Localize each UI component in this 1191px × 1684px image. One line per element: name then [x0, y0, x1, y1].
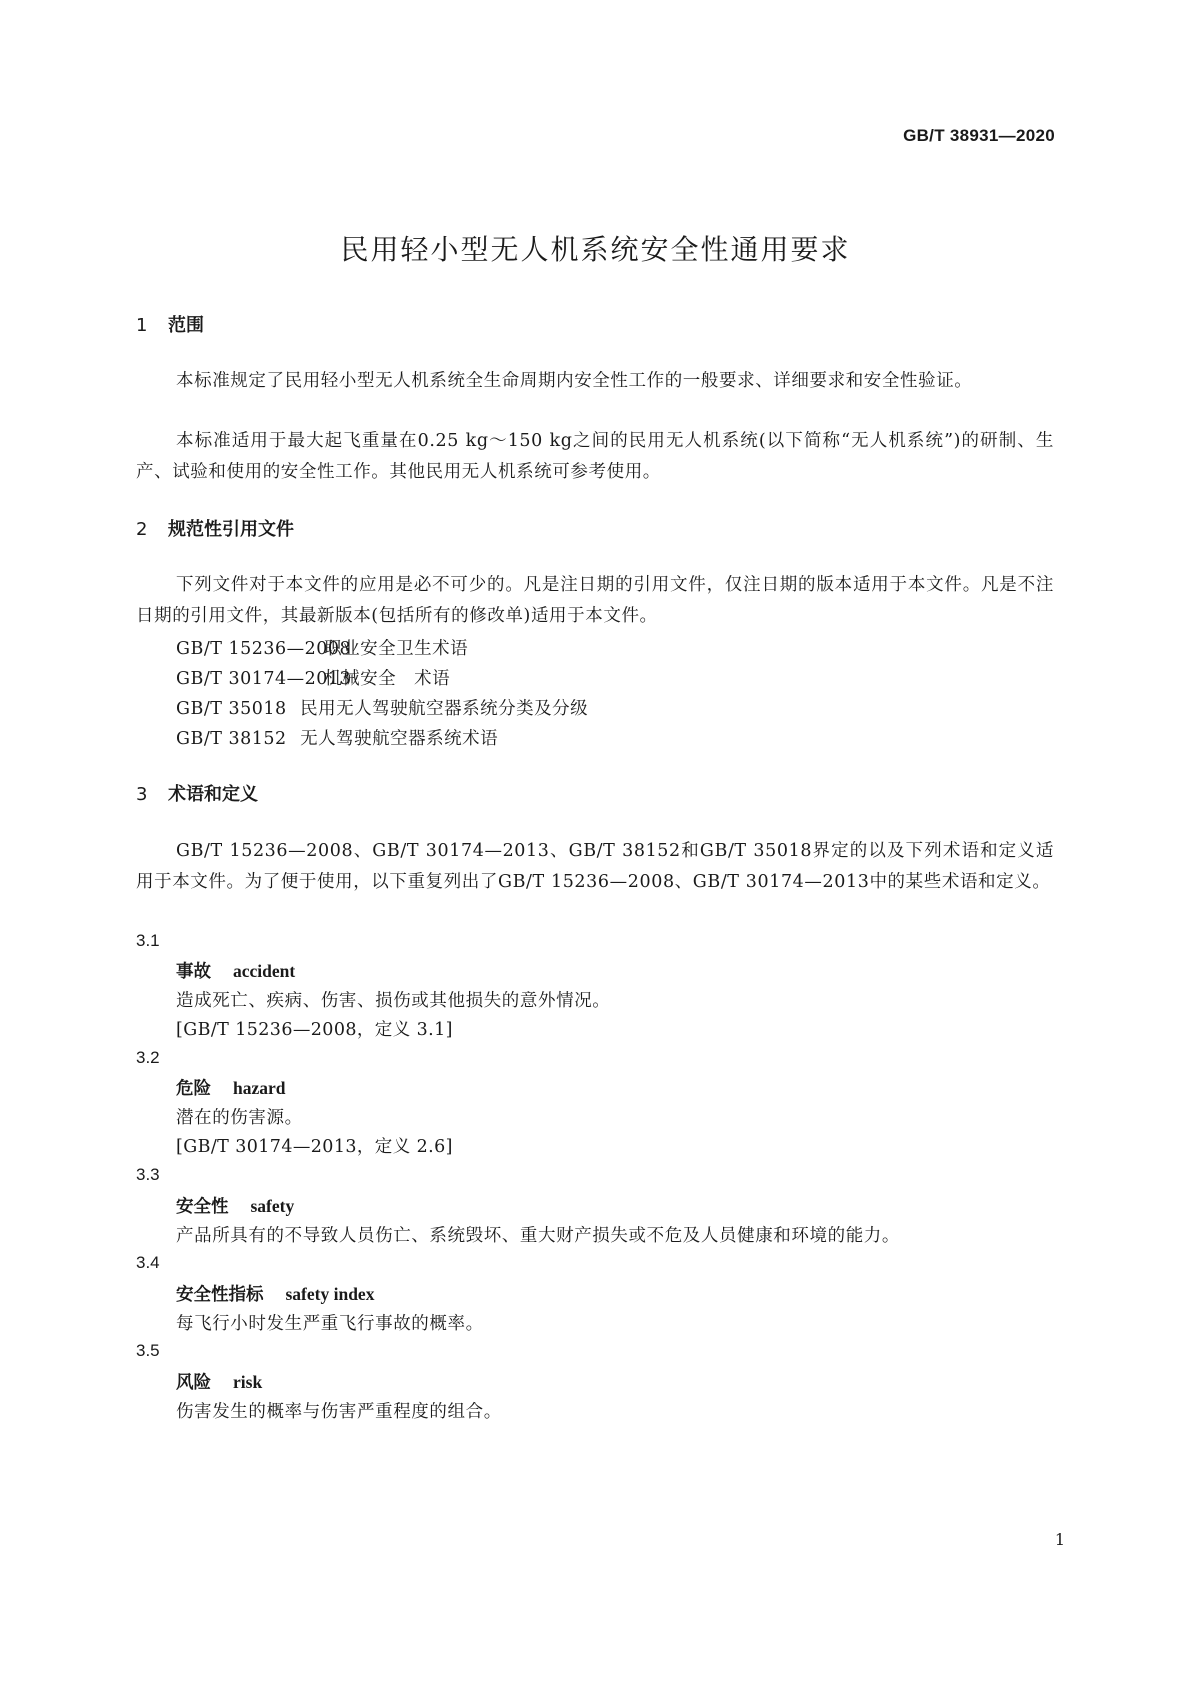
- section-number: 2: [136, 519, 148, 540]
- section-3-heading: [136, 780, 258, 806]
- term-name-en: safety index: [285, 1284, 375, 1304]
- reference-code: GB/T 38152: [176, 729, 287, 749]
- term-name-zh: 危险: [176, 1079, 211, 1099]
- term-name-en: accident: [233, 961, 296, 981]
- section-3-paragraph-1: GB/T 15236—2008、GB/T 30174—2013、GB/T 38152和GB/T 35018界定的以及下列术语和定义适用于本文件。为了便于使用，以下重复列出了GB/T 15236—2008、GB/T 30174—2013中的某些术语和定义。: [136, 841, 1054, 892]
- reference-title: 无人驾驶航空器系统术语: [300, 729, 499, 749]
- term-name-zh: 风险: [176, 1373, 211, 1393]
- reference-code: GB/T 35018: [176, 699, 287, 719]
- reference-title: 职业安全卫生术语: [324, 639, 469, 659]
- page-number: 1: [1054, 1530, 1065, 1549]
- section-title: 范围: [168, 315, 204, 336]
- term-definition: 造成死亡、疾病、伤害、损伤或其他损失的意外情况。: [176, 991, 611, 1011]
- term-source: [GB/T 30174—2013，定义 2.6]: [176, 1137, 453, 1157]
- term-source: [GB/T 15236—2008，定义 3.1]: [176, 1020, 453, 1040]
- document-title: 民用轻小型无人机系统安全性通用要求: [340, 233, 851, 266]
- term-name-zh: 安全性: [176, 1197, 229, 1217]
- reference-item: [176, 665, 450, 690]
- reference-title: 民用无人驾驶航空器系统分类及分级: [300, 699, 589, 719]
- term-name-en: risk: [233, 1372, 263, 1392]
- reference-title: 机械安全 术语: [324, 669, 451, 689]
- standard-code: GB/T 38931—2020: [903, 126, 1055, 145]
- term-definition: 潜在的伤害源。: [176, 1108, 303, 1128]
- section-title: 术语和定义: [168, 784, 258, 805]
- section-number: 3: [136, 784, 148, 805]
- term-number: 3.3: [136, 1165, 160, 1184]
- term-number: 3.2: [136, 1048, 160, 1067]
- reference-code: GB/T 15236—2008: [176, 639, 352, 659]
- term-name-zh: 事故: [176, 962, 211, 982]
- section-title: 规范性引用文件: [168, 519, 294, 540]
- term-name-en: safety: [250, 1196, 295, 1216]
- section-2-heading: [136, 515, 294, 541]
- term-name: [176, 1075, 286, 1100]
- reference-item: [176, 635, 468, 660]
- term-name: [176, 1193, 294, 1218]
- term-definition: 每飞行小时发生严重飞行事故的概率。: [176, 1314, 484, 1334]
- term-definition: 产品所具有的不导致人员伤亡、系统毁坏、重大财产损失或不危及人员健康和环境的能力。: [176, 1226, 900, 1246]
- section-2-paragraph-1: 下列文件对于本文件的应用是必不可少的。凡是注日期的引用文件，仅注日期的版本适用于本文件。凡是不注日期的引用文件，其最新版本(包括所有的修改单)适用于本文件。: [136, 575, 1054, 626]
- section-1-paragraph-1: 本标准规定了民用轻小型无人机系统全生命周期内安全性工作的一般要求、详细要求和安全性验证。: [176, 371, 973, 391]
- reference-item: [176, 695, 588, 720]
- term-definition: 伤害发生的概率与伤害严重程度的组合。: [176, 1402, 502, 1422]
- reference-code: GB/T 30174—2013: [176, 669, 352, 689]
- term-name: [176, 1369, 262, 1394]
- term-name-en: hazard: [233, 1078, 286, 1098]
- reference-item: [176, 725, 498, 750]
- term-number: 3.4: [136, 1253, 160, 1272]
- section-1-heading: [136, 311, 204, 337]
- term-number: 3.1: [136, 931, 160, 950]
- term-name: [176, 1281, 374, 1306]
- term-name-zh: 安全性指标: [176, 1285, 264, 1305]
- section-1-paragraph-2: 本标准适用于最大起飞重量在0.25 kg～150 kg之间的民用无人机系统(以下简称“无人机系统”)的研制、生产、试验和使用的安全性工作。其他民用无人机系统可参考使用。: [136, 431, 1054, 482]
- section-number: 1: [136, 315, 148, 336]
- term-name: [176, 958, 295, 983]
- term-number: 3.5: [136, 1341, 160, 1360]
